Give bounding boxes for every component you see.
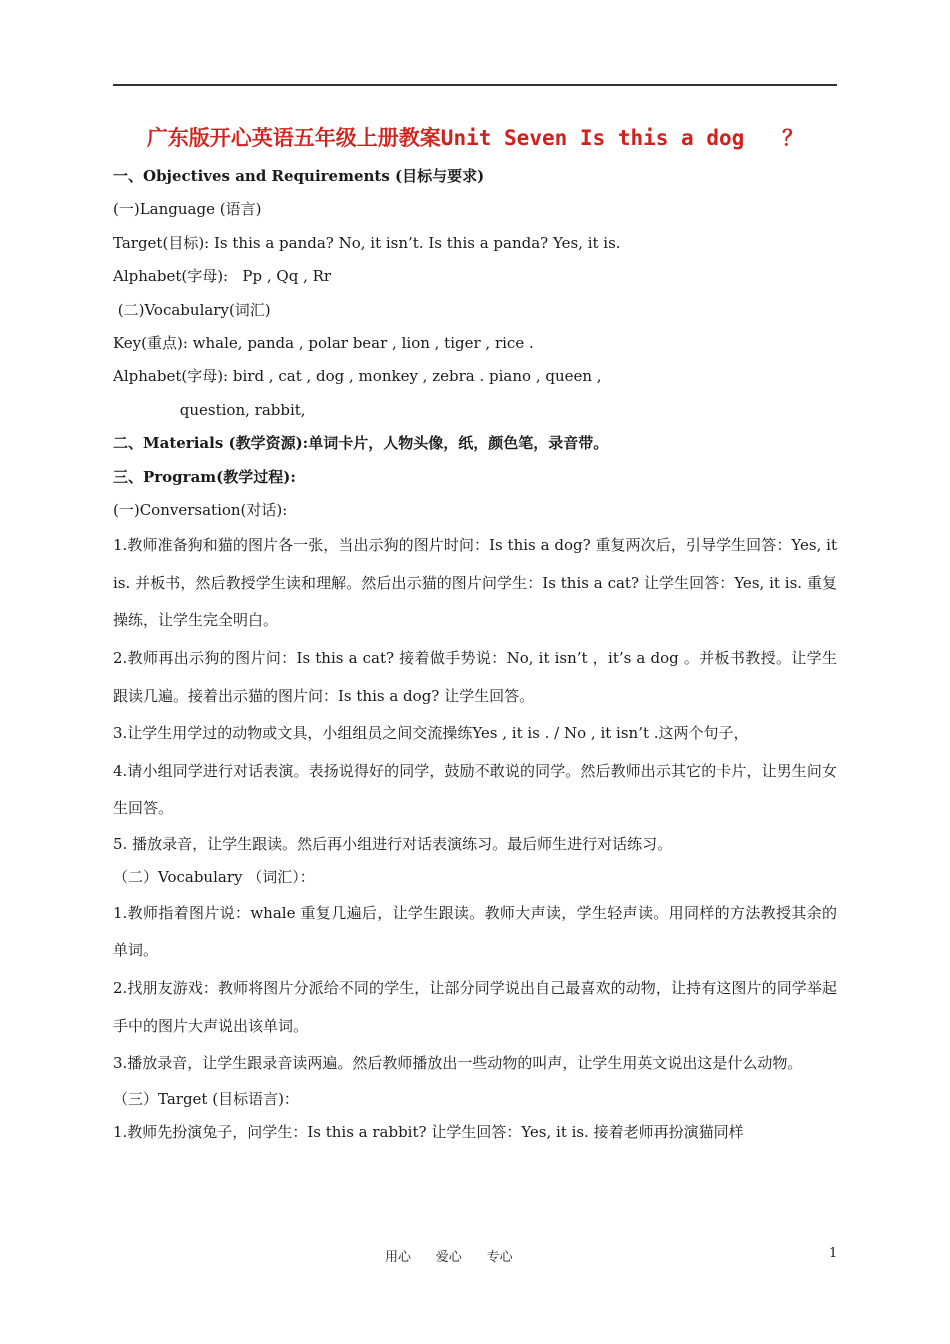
vocabulary-step-1: 1.教师指着图片说：whale 重复几遍后，让学生跟读。教师大声读，学生轻声读。用同样的方法教授其余的单词。 (113, 903, 837, 960)
target-line: Target(目标): Is this a panda? No, it isn’t. Is this a panda? Yes, it is. (113, 233, 621, 252)
vocabulary-step-3: 3.播放录音，让学生跟录音读两遍。然后教师播放出一些动物的叫声，让学生用英文说出这是什么动物。 (113, 1054, 803, 1073)
section-objectives-heading: 一、Objectives and Requirements (目标与要求) (113, 167, 485, 185)
subsection-language: (一)Language (语言) (113, 200, 262, 219)
key-vocabulary-line: Key(重点): whale, panda , polar bear , lion , tiger , rice . (113, 333, 534, 352)
alphabet-words-continued: question, rabbit, (113, 400, 306, 419)
subsection-vocabulary-2: （二）Vocabulary （词汇）： (113, 868, 315, 887)
header-rule (113, 84, 837, 86)
conversation-step-5: 5. 播放录音，让学生跟读。然后再小组进行对话表演练习。最后师生进行对话练习。 (113, 835, 673, 854)
target-step-1: 1.教师先扮演兔子，问学生：Is this a rabbit? 让学生回答：Yes, it is. 接着老师再扮演猫同样 (113, 1123, 744, 1142)
document-title: 广东版开心英语五年级上册教案Unit Seven Is this a dog ？ (146, 126, 804, 150)
alphabet-words-line: Alphabet(字母): bird , cat , dog , monkey , zebra . piano , queen , (113, 367, 602, 386)
conversation-step-2: 2.教师再出示狗的图片问：Is this a cat? 接着做手势说：No, it isn’t ，it’s a dog 。并板书教授。让学生跟读几遍。接着出示猫的图片问：Is this a dog? 让学生回答。 (113, 649, 837, 705)
subsection-conversation: (一)Conversation(对话): (113, 500, 288, 519)
vocabulary-step-2: 2.找朋友游戏：教师将图片分派给不同的学生，让部分同学说出自己最喜欢的动物，让持有这图片的同学举起手中的图片大声说出该单词。 (113, 979, 837, 1035)
subsection-vocabulary: (二)Vocabulary(词汇) (113, 300, 271, 319)
subsection-target: （三）Target (目标语言)： (113, 1089, 299, 1108)
conversation-step-3: 3.让学生用学过的动物或文具，小组组员之间交流操练Yes , it is . / No , it isn’t .这两个句子， (113, 724, 749, 743)
footer-motto: 用心 爱心 专心 (385, 1250, 513, 1265)
conversation-step-4: 4.请小组同学进行对话表演。表扬说得好的同学，鼓励不敢说的同学。然后教师出示其它的卡片，让男生问女生回答。 (113, 761, 837, 818)
document-body (113, 160, 837, 1150)
section-program-heading: 三、Program(教学过程): (113, 467, 296, 486)
page-number: 1 (829, 1246, 838, 1261)
conversation-step-1: 1.教师准备狗和猫的图片各一张，当出示狗的图片时问：Is this a dog? 重复两次后，引导学生回答：Yes, it is. 并板书，然后教授学生读和理解。然后出示猫的图片问学生：Is this a cat? 让学生回答：Yes, it is. 重复操练，让学生完全明白。 (113, 536, 837, 630)
alphabet-line: Alphabet(字母): Pp , Qq , Rr (113, 267, 332, 286)
section-materials-heading: 二、Materials (教学资源):单词卡片，人物头像，纸，颜色笔，录音带。 (113, 434, 609, 453)
